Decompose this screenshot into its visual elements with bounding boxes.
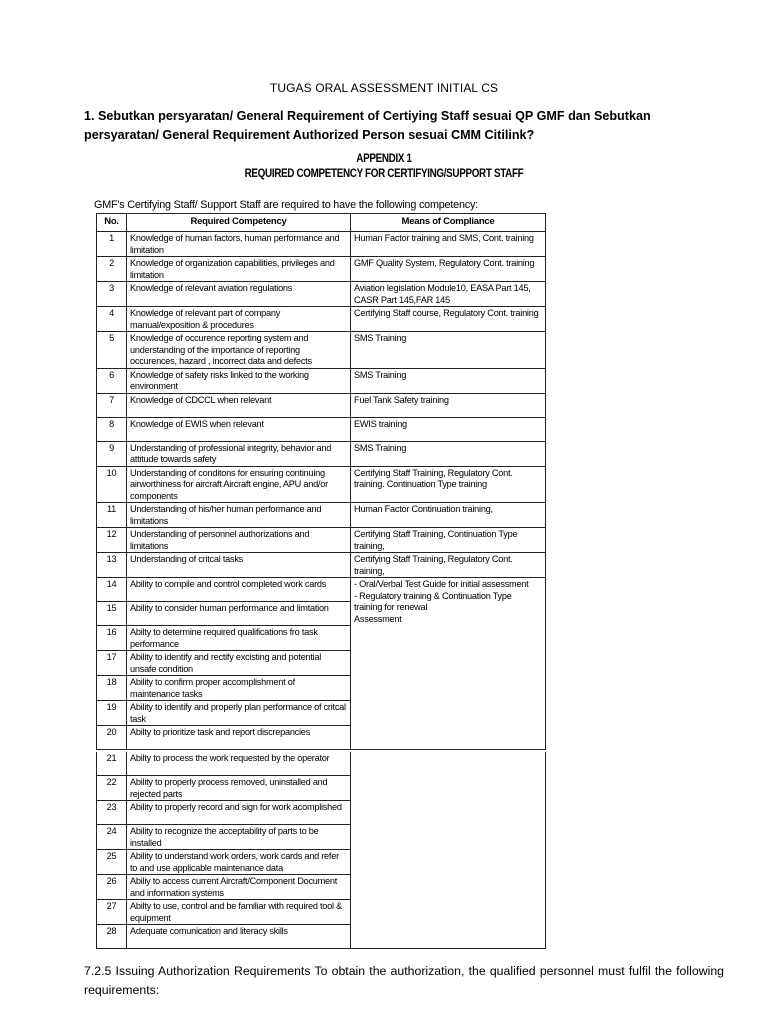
means-of-compliance: GMF Quality System, Regulatory Cont. training	[351, 257, 546, 282]
row-number: 6	[97, 368, 127, 393]
table-row	[97, 232, 546, 257]
row-number: 11	[97, 503, 127, 528]
means-of-compliance: Human Factor Continuation training,	[351, 503, 546, 528]
means-of-compliance-merged: - Oral/Verbal Test Guide for initial assessment - Regulatory training & Continuation Type training for renewal Assessment	[351, 578, 546, 750]
means-of-compliance: Fuel Tank Safety training	[351, 393, 546, 417]
required-competency: Ability to identify and properly plan performance of critcal task	[127, 701, 351, 726]
row-number: 18	[97, 676, 127, 701]
row-number: 20	[97, 726, 127, 750]
means-of-compliance: EWIS training	[351, 417, 546, 441]
row-number: 1	[97, 232, 127, 257]
means-of-compliance: Human Factor training and SMS, Cont. training	[351, 232, 546, 257]
required-competency: Ability to consider human performance and limtation	[127, 602, 351, 626]
row-number: 10	[97, 466, 127, 503]
required-competency: Ability to understand work orders, work cards and refer to and use applicable maintenance data	[127, 850, 351, 875]
appendix-number: APPENDIX 1	[356, 153, 412, 165]
row-number: 12	[97, 528, 127, 553]
required-competency: Adequate comunication and literacy skills	[127, 925, 351, 949]
required-competency: Ability to identify and rectify excisting and potential unsafe condition	[127, 651, 351, 676]
required-competency: Ability to confirm proper accomplishment of maintenance tasks	[127, 676, 351, 701]
required-competency: Abilty to process the work requested by the operator	[127, 752, 351, 776]
means-of-compliance: Certifying Staff Training, Continuation Type training,	[351, 528, 546, 553]
appendix-heading: REQUIRED COMPETENCY FOR CERTIFYING/SUPPORT STAFF	[244, 168, 524, 180]
required-competency: Ability to properly record and sign for work acomplished	[127, 801, 351, 825]
required-competency: Ability to properly process removed, uninstalled and rejected parts	[127, 776, 351, 801]
required-competency: Understanding of critcal tasks	[127, 553, 351, 578]
required-competency: Understanding of personnel authorizations and limitations	[127, 528, 351, 553]
required-competency: Abiliy to access current Aircraft/Component Document and information systems	[127, 875, 351, 900]
row-number: 22	[97, 776, 127, 801]
row-number: 13	[97, 553, 127, 578]
row-number: 23	[97, 801, 127, 825]
row-number: 4	[97, 307, 127, 332]
appendix-intro: GMF's Certifying Staff/ Support Staff are required to have the following competency:	[94, 199, 478, 211]
required-competency: Understanding of conditons for ensuring continuing airworthiness for aircraft Aircraft engine, APU and/or components	[127, 466, 351, 503]
table-row	[97, 578, 546, 602]
required-competency: Knowledge of relevant aviation regulations	[127, 282, 351, 307]
means-of-compliance: SMS Training	[351, 332, 546, 369]
row-number: 17	[97, 651, 127, 676]
row-number: 8	[97, 417, 127, 441]
table-row	[97, 441, 546, 466]
required-competency: Knowledge of CDCCL when relevant	[127, 393, 351, 417]
required-competency: Abilty to determine required qualifications fro task performance	[127, 626, 351, 651]
page-title: TUGAS ORAL ASSESSMENT INITIAL CS	[269, 81, 499, 95]
table-row	[97, 307, 546, 332]
row-number: 15	[97, 602, 127, 626]
table-row	[97, 393, 546, 417]
means-of-compliance: Certifying Staff Training, Regulatory Cont. training. Continuation Type training	[351, 466, 546, 503]
table-row	[97, 553, 546, 578]
header-means-of-compliance: Means of Compliance	[351, 214, 546, 232]
row-number: 26	[97, 875, 127, 900]
row-number: 25	[97, 850, 127, 875]
required-competency: Abilty to use, control and be familiar with required tool & equipment	[127, 900, 351, 925]
competency-table	[96, 213, 545, 750]
required-competency: Knowledge of EWIS when relevant	[127, 417, 351, 441]
table-row	[97, 417, 546, 441]
means-of-compliance: SMS Training	[351, 368, 546, 393]
required-competency: Understanding of professional integrity, behavior and attitude towards safety	[127, 441, 351, 466]
row-number: 21	[97, 752, 127, 776]
required-competency: Knowledge of relevant part of company manual/exposition & procedures	[127, 307, 351, 332]
means-of-compliance: Certifying Staff Training, Regulatory Cont. training,	[351, 553, 546, 578]
required-competency: Ability to compile and control completed work cards	[127, 578, 351, 602]
table-row	[97, 528, 546, 553]
appendix-title	[0, 152, 768, 182]
row-number: 2	[97, 257, 127, 282]
row-number: 14	[97, 578, 127, 602]
means-of-compliance-empty	[351, 752, 546, 949]
table-row	[97, 257, 546, 282]
row-number: 16	[97, 626, 127, 651]
required-competency: Knowledge of occurence reporting system and understanding of the importance of reporting occurences, hazard , incorrect data and defects	[127, 332, 351, 369]
row-number: 7	[97, 393, 127, 417]
table-row	[97, 368, 546, 393]
table-row	[97, 466, 546, 503]
row-number: 28	[97, 925, 127, 949]
required-competency: Ability to recognize the acceptability of parts to be installed	[127, 825, 351, 850]
issuing-authorization-paragraph: 7.2.5 Issuing Authorization Requirements To obtain the authorization, the qualified personnel must fulfil the following requirements:	[84, 964, 724, 997]
row-number: 9	[97, 441, 127, 466]
row-number: 27	[97, 900, 127, 925]
row-number: 3	[97, 282, 127, 307]
required-competency: Knowledge of human factors, human performance and limitation	[127, 232, 351, 257]
required-competency: Knowledge of safety risks linked to the working environment	[127, 368, 351, 393]
header-required-competency: Required Competency	[127, 214, 351, 232]
required-competency: Knowledge of organization capabilities, privileges and limitation	[127, 257, 351, 282]
table-row	[97, 282, 546, 307]
means-of-compliance: SMS Training	[351, 441, 546, 466]
row-number: 5	[97, 332, 127, 369]
header-no: No.	[97, 214, 127, 232]
means-of-compliance: Aviation legislation Module10, EASA Part 145, CASR Part 145,FAR 145	[351, 282, 546, 307]
row-number: 19	[97, 701, 127, 726]
required-competency: Understanding of his/her human performance and limitations	[127, 503, 351, 528]
table-row	[97, 752, 546, 776]
question-text: 1. Sebutkan persyaratan/ General Requirement of Certiying Staff sesuai QP GMF dan Sebutkan persyaratan/ General Requirement Authorized Person sesuai CMM Citilink?	[84, 109, 651, 142]
means-of-compliance: Certifying Staff course, Regulatory Cont. training	[351, 307, 546, 332]
table-row	[97, 332, 546, 369]
table-row	[97, 503, 546, 528]
competency-table-continued	[96, 752, 545, 949]
row-number: 24	[97, 825, 127, 850]
required-competency: Abilty to prioritize task and report discrepancies	[127, 726, 351, 750]
